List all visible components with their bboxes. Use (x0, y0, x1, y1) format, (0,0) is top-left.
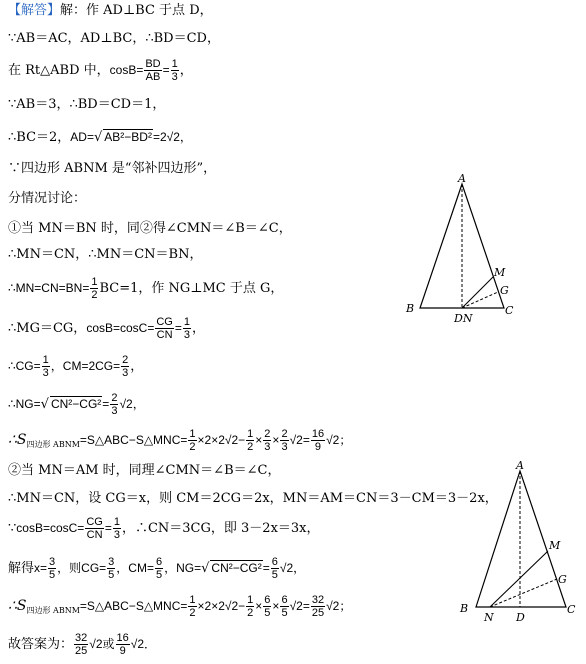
segment-ng (462, 292, 498, 308)
label-c: C (505, 304, 514, 317)
radical: AB²−BD² (104, 130, 152, 144)
step-3: 在 Rt△ABD 中，cosB= $\frac{BD}{AB}$ = $\frac{1}{3}$ ， (8, 58, 193, 83)
solution-header: 【解答】解：作 AD⊥BC 于点 D， (8, 3, 213, 18)
area-case-1: $\therefore S_{四边形 ABNM}=S\triangle ABC-S\triangle MNC=$ $\frac{1}{2}$ ×2×2√2− $\frac{1}{2}$ × $\frac{2}{3}$ × $\frac{2}{3}$ √2= $\frac{16}{9}$ √2； (8, 428, 352, 453)
fraction: $\frac{2}{3}$ (111, 392, 118, 417)
step-10: ∴MN=CN=BN= $\frac{1}{2}$ BC=1，作 NG⊥MC 于点 G， (8, 276, 284, 301)
step-6: ∵四边形 ABNM 是“邻补四边形”， (8, 161, 217, 176)
fraction: $\frac{2}{3}$ (122, 354, 129, 379)
step-11: ∴MG＝CG，cosB=cosC= $\frac{CG}{CN}$ = $\frac{1}{3}$ ， (8, 316, 206, 341)
label-n: N (484, 611, 494, 624)
label-a: A (458, 172, 466, 185)
case-2-heading: ②当 MN＝AM 时，同理∠CMN＝∠B＝∠C， (8, 463, 281, 478)
step-17: ∵cosB=cosC= $\frac{CG}{CN}$ = $\frac{1}{3}$ ，∴CN＝3CG，即 3－2x＝3x， (8, 516, 320, 541)
fraction: $\frac{BD}{AB}$ (145, 58, 161, 83)
step-12: ∴CG= $\frac{1}{3}$ ，CM=2CG= $\frac{2}{3}$ ， (8, 354, 144, 379)
step-18: 解得x= $\frac{3}{5}$ ，则CG= $\frac{3}{5}$ ，CM= $\frac{6}{5}$ ，NG=√ CN²−CG²= $\frac{6}{5}$ √2， (8, 556, 306, 581)
label-b: B (406, 302, 415, 315)
step-9: ∴MN＝CN，∴MN＝CN＝BN， (8, 247, 203, 262)
step-7: 分情况讨论： (8, 191, 87, 206)
answer-tag: 【解答】 (8, 3, 61, 18)
label-g: G (558, 573, 567, 586)
step-2: ∵AB＝AC，AD⊥BC，∴BD＝CD， (8, 31, 220, 46)
segment-mn (490, 551, 548, 607)
triangle-figure-1 (400, 170, 530, 330)
label-m: M (494, 266, 506, 279)
fraction: $\frac{1}{3}$ (183, 316, 190, 341)
fraction: $\frac{CG}{CN}$ (156, 316, 173, 341)
label-a: A (516, 459, 524, 472)
fraction: $\frac{1}{3}$ (42, 354, 49, 379)
segment-ng (490, 579, 557, 607)
label-b: B (460, 602, 469, 615)
fraction: $\frac{1}{3}$ (171, 58, 178, 83)
radical: CN²−CG² (50, 397, 102, 411)
label-m: M (549, 539, 561, 552)
step-13: ∴NG=√ CN²−CG²= $\frac{2}{3}$ √2， (8, 392, 145, 417)
segment-mn (462, 277, 493, 308)
label-d: D (516, 611, 525, 624)
label-dn: DN (454, 312, 473, 325)
label-c: C (567, 603, 576, 616)
step-5: ∴BC＝2，AD=√ AB²−BD²=2√2， (8, 130, 192, 145)
case-1-heading: ①当 MN＝BN 时，同②得∠CMN＝∠B＝∠C， (8, 221, 292, 236)
area-case-2: $\therefore S_{四边形 ABNM}=S\triangle ABC-S\triangle MNC=$ $\frac{1}{2}$ ×2×2√2− $\frac{1}{2}$ × $\frac{6}{5}$ × $\frac{6}{5}$ √2= $\frac{32}{25}$ √2； (8, 594, 352, 619)
step-16: ∴MN＝CN，设 CG＝x，则 CM＝2CG＝2x，MN＝AM＝CN＝3－CM＝3－2x， (8, 491, 498, 506)
step-4: ∵AB＝3，∴BD＝CD＝1， (8, 97, 166, 112)
fraction: $\frac{1}{2}$ (91, 276, 98, 301)
final-answer: 故答案为： $\frac{32}{25}$ √2或 $\frac{16}{9}$ √2． (8, 632, 157, 657)
triangle-figure-2 (450, 455, 580, 625)
label-g: G (500, 284, 509, 297)
